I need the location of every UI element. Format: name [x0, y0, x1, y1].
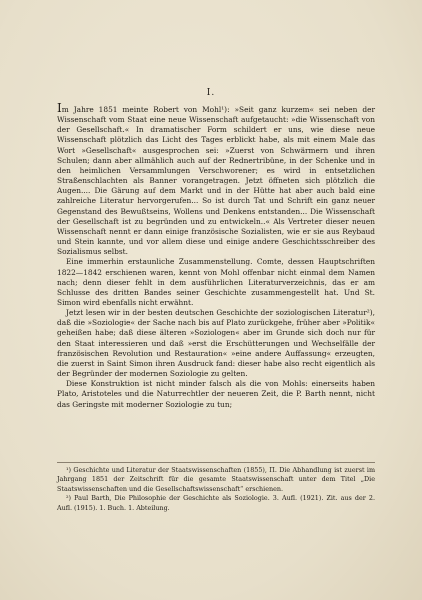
footnotes	[57, 466, 375, 513]
paragraph-4: Diese Konstruktion ist nicht minder falsch als die von Mohls: einerseits haben Plato, Aristoteles und die Naturrechtler der neueren Zeit, die P. Barth nennt, nicht das Geringste mit moderner Soziologie zu tun;	[57, 379, 375, 409]
section-heading: I.	[206, 88, 216, 98]
paragraph-1-text: m Jahre 1851 meinte Robert von Mohl¹): »Seit ganz kurzem« sei neben der Wissenschaft vom Staat eine neue Wissenschaft aufgetaucht: »die Wissenschaft von der Gesellschaft.« In dramatischer Form schildert er uns, wie diese neue Wissenschaft plötzlich das Licht des Tages erblickt habe, als mit einem Male das Wort »Gesellschaft« ausgesprochen sei: »Zuerst von Schwärmern und ihren Schulen; dann aber allmählich auch auf der Rednertribüne, in der Schenke und in den heimlichen Versammlungen Verschworener; es wird in entsetzlichen Straßenschlachten als Banner vorangetragen. Jetzt öffneten sich plötzlich die Augen.... Die Gärung auf dem Markt und in der Hütte hat aber auch bald eine zahlreiche Literatur hervorgerufen... So ist durch Tat und Schrift ein ganz neuer Gegenstand des Bewußtseins, Wollens und Denkens entstanden... Die Wissenschaft der Gesellschaft ist zu begründen und zu entwickeln..« Als Vertreter dieser neuen Wissenschaft nennt er dann einige französische Sozialisten, wie er sie aus Reybaud und Stein kannte, und vor allem diese und einige andere Geschichtsschreiber des Sozialismus selbst.	[57, 105, 375, 257]
footnote-2: ²) Paul Barth, Die Philosophie der Geschichte als Soziologie. 3. Aufl. (1921). Zit. aus der 2. Aufl. (1915). 1. Buch. 1. Abteilung.	[57, 494, 375, 512]
body-text	[57, 101, 375, 410]
footnote-1: ¹) Geschichte und Literatur der Staatswissenschaften (1855), Π. Die Abhandlung ist zuerst im Jahrgang 1851 der Zeitschrift für die gesamte Staatswissenschaft unter dem Titel „Die Staatswissenschaften und die Gesellschaftswissenschaft“ erschienen.	[57, 466, 375, 493]
paragraph-2: Eine immerhin erstaunliche Zusammenstellung. Comte, dessen Hauptschriften 1822—1842 erschienen waren, kennt von Mohl offenbar nicht einmal dem Namen nach; denn dieser fehlt in dem ausführlichen Literaturverzeichnis, das er am Schlusse des dritten Bandes seiner Geschichte zusammengestellt hat. Und St. Simon wird ebenfalls nicht erwähnt.	[57, 257, 375, 307]
footnote-rule	[57, 462, 375, 463]
paragraph-1	[57, 101, 375, 257]
paragraph-3: Jetzt lesen wir in der besten deutschen Geschichte der soziologischen Literatur²), daß die »Soziologie« der Sache nach bis auf Plato zurückgehe, früher aber »Politik« geheißen habe; daß diese älteren »Soziologen« aber im Grunde sich doch nur für den Staat interessieren und daß »erst die Erschütterungen und Wechselfälle der französischen Revolution und Restauration« »eine andere Auffassung« erzeugten, die zuerst in Saint Simon ihren Ausdruck fand: dieser habe also recht eigentlich als der Begründer der modernen Soziologie zu gelten.	[57, 308, 375, 379]
initial-letter: I	[57, 101, 62, 115]
